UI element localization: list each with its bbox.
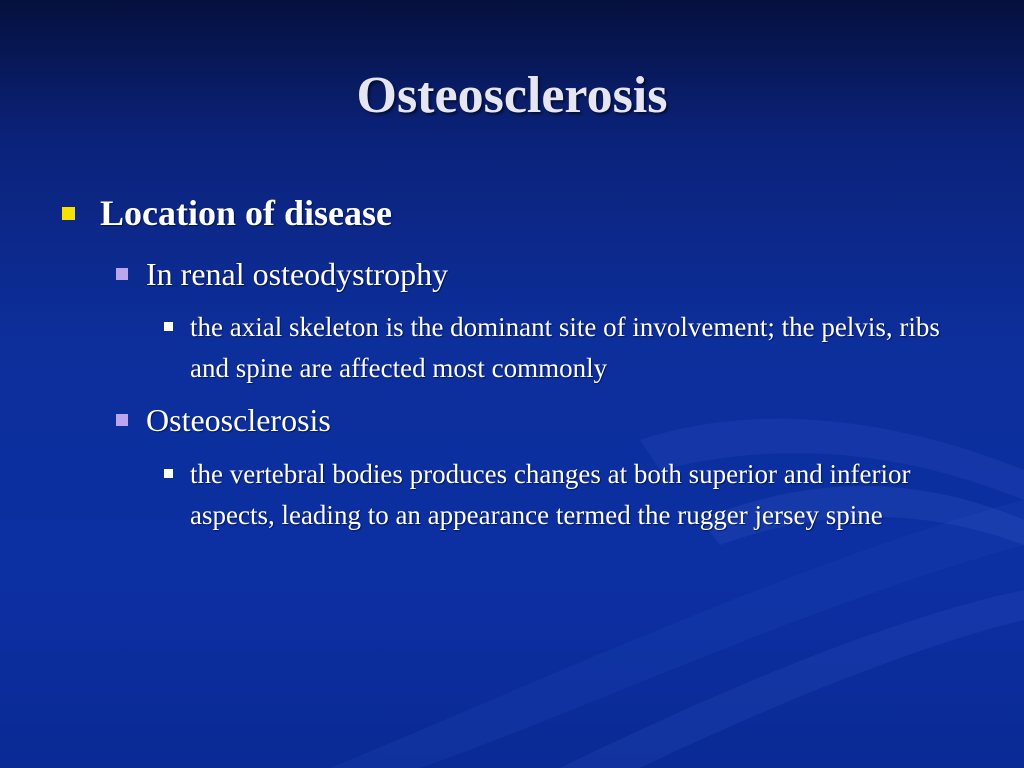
- lavender-square-bullet-icon: [116, 414, 128, 426]
- bullet-text: the vertebral bodies produces changes at both superior and inferior aspects, leading to an appearance termed the rugger jersey spine: [190, 459, 911, 530]
- bullet-level3-axial-skeleton: [164, 307, 964, 389]
- bullet-text: Osteosclerosis: [146, 402, 331, 438]
- yellow-square-bullet-icon: [62, 207, 75, 220]
- bullet-text: Location of disease: [100, 193, 392, 233]
- bullet-level2-osteosclerosis: [116, 400, 976, 440]
- bullet-text: In renal osteodystrophy: [146, 256, 449, 292]
- lavender-square-bullet-icon: [116, 268, 128, 280]
- white-square-bullet-icon: [164, 469, 173, 478]
- bullet-level1-location-of-disease: [62, 190, 962, 236]
- slide-title: Osteosclerosis: [356, 67, 668, 124]
- bullet-level3-vertebral-bodies: [164, 454, 964, 536]
- white-square-bullet-icon: [164, 322, 173, 331]
- bullet-level2-renal-osteodystrophy: [116, 254, 976, 294]
- bullet-text: the axial skeleton is the dominant site of involvement; the pelvis, ribs and spine are affected most commonly: [190, 312, 940, 383]
